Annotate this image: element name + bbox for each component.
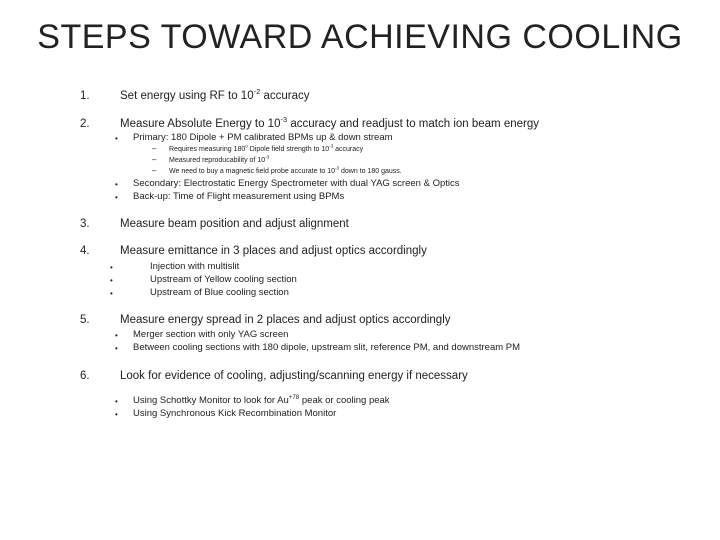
step-6-number: 6.	[80, 370, 90, 382]
step-5-number: 5.	[80, 314, 90, 326]
step-6-bullet-1: Using Schottky Monitor to look for $Au^{+78}$ peak or cooling peak	[133, 393, 390, 406]
step-4-bullet-1: Injection with multislit	[150, 261, 240, 272]
page-title: STEPS TOWARD ACHIEVING COOLING	[37, 18, 683, 56]
step-2-bullet-2: Secondary: Electrostatic Energy Spectrometer with dual YAG screen & Optics	[133, 178, 460, 189]
step-1-text: Set energy using RF to $10^{-2}$ accuracy	[120, 87, 310, 102]
step-2-bullet-1: Primary: 180 Dipole + PM calibrated BPMs up & down stream	[133, 132, 393, 143]
bullet-icon: •	[115, 397, 118, 406]
step-4-bullet-2: Upstream of Yellow cooling section	[150, 274, 297, 285]
bullet-icon: •	[110, 263, 113, 272]
step-5-bullet-2: Between cooling sections with 180 dipole, upstream slit, reference PM, and downstream PM	[133, 342, 521, 353]
bullet-icon: •	[115, 331, 118, 340]
step-6-bullet-2: Using Synchronous Kick Recombination Monitor	[133, 408, 337, 419]
bullet-icon: •	[115, 134, 118, 143]
step-2-text: Measure Absolute Energy to $10^{-3}$ accuracy and readjust to match ion beam energy	[120, 115, 539, 130]
dash-icon: –	[152, 166, 157, 175]
bullet-icon: •	[115, 180, 118, 189]
step-2-subitem-3: We need to buy a magnetic field probe accurate to $10^{-3}$ down to 180 gauss.	[169, 165, 402, 175]
step-6-text: Look for evidence of cooling, adjusting/scanning energy if necessary	[120, 370, 468, 382]
step-2-subitem-1: Requires measuring 180$^o$ Dipole field strength to $10^{-3}$ accuracy	[169, 143, 364, 153]
step-2-subitem-2: Measured reproducability of $10^{-3}$	[169, 154, 270, 164]
dash-icon: –	[152, 155, 157, 164]
step-2-number: 2.	[80, 118, 90, 130]
step-3-text: Measure beam position and adjust alignment	[120, 218, 349, 230]
step-4-number: 4.	[80, 245, 90, 257]
bullet-icon: •	[110, 276, 113, 285]
bullet-icon: •	[115, 344, 118, 353]
step-4-text: Measure emittance in 3 places and adjust optics accordingly	[120, 245, 427, 257]
step-5-bullet-1: Merger section with only YAG screen	[133, 329, 289, 340]
step-4-bullet-3: Upstream of Blue cooling section	[150, 287, 289, 298]
step-3-number: 3.	[80, 218, 90, 230]
bullet-icon: •	[115, 410, 118, 419]
step-2-bullet-3: Back-up: Time of Flight measurement using BPMs	[133, 191, 345, 202]
step-5-text: Measure energy spread in 2 places and adjust optics accordingly	[120, 314, 451, 326]
bullet-icon: •	[115, 193, 118, 202]
step-1-number: 1.	[80, 90, 90, 102]
dash-icon: –	[152, 144, 157, 153]
bullet-icon: •	[110, 289, 113, 298]
